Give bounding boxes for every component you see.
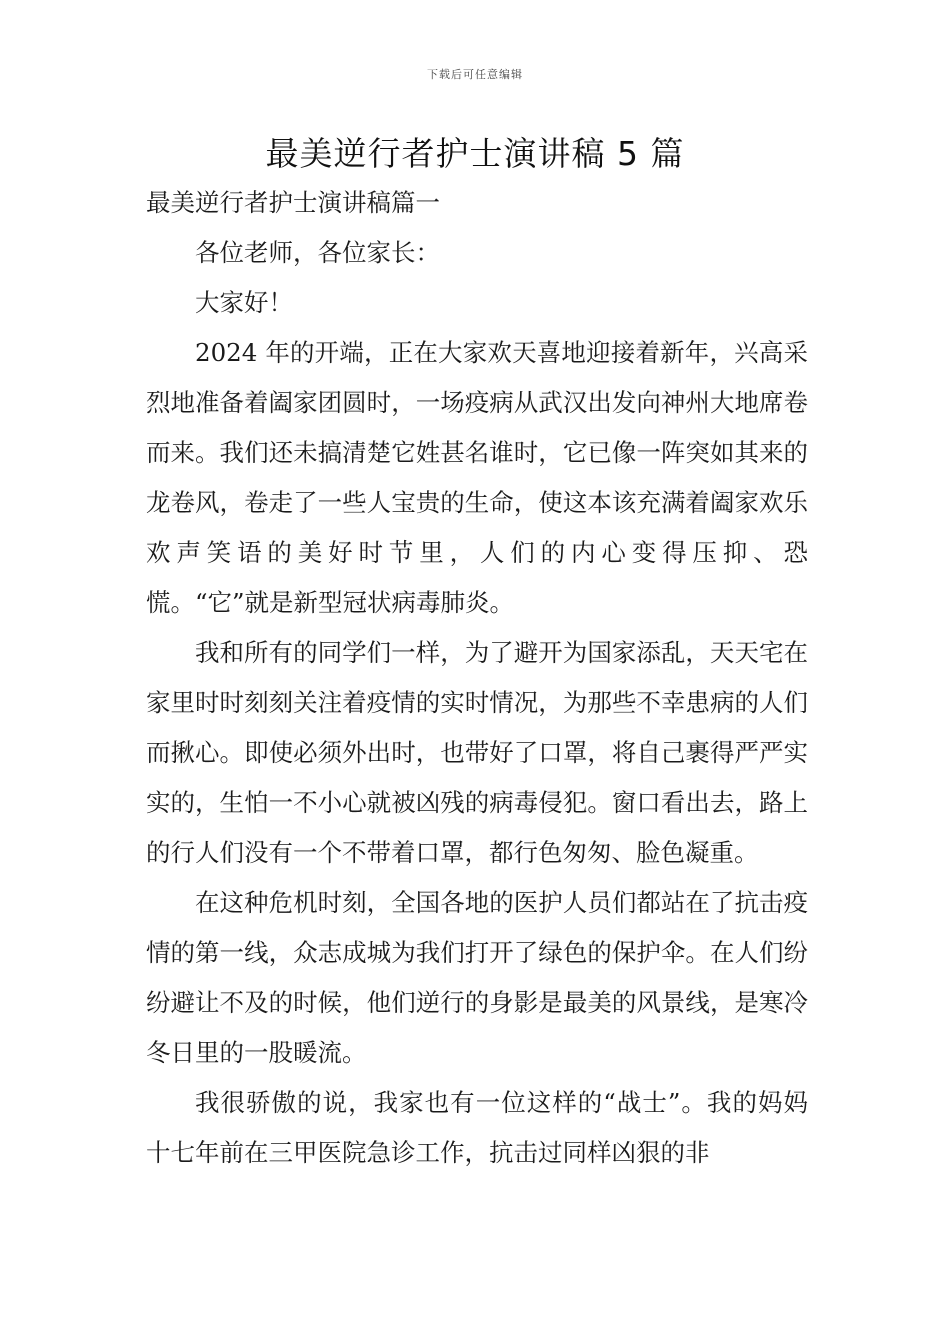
section-heading: 最美逆行者护士演讲稿篇一 [146,188,440,217]
header-note: 下载后可任意编辑 [427,68,523,81]
paragraph: 我和所有的同学们一样，为了避开为国家添乱，天天宅在家里时时刻刻关注着疫情的实时情况，为那些不幸患病的人们而揪心。即使必须外出时，也带好了口罩，将自己裹得严严实实的，生怕一不小心就被凶残的病毒侵犯。窗口看出去，路上的行人们没有一个不带着口罩，都行色匆匆、脸色凝重。 [146,638,808,867]
paragraph: 我很骄傲的说，我家也有一位这样的“战士”。我的妈妈十七年前在三甲医院急诊工作，抗击过同样凶狠的非 [146,1088,808,1167]
paragraph: 2024 年的开端，正在大家欢天喜地迎接着新年，兴高采烈地准备着阖家团圆时，一场疫病从武汉出发向神州大地席卷而来。我们还未搞清楚它姓甚名谁时，它已像一阵突如其来的龙卷风，卷走了一些人宝贵的生命，使这本该充满着阖家欢乐欢声笑语的美好时节里，人们的内心变得压抑、恐慌。“它”就是新型冠状病毒肺炎。 [146,338,808,617]
document-title: 最美逆行者护士演讲稿 5 篇 [265,134,685,173]
paragraph: 在这种危机时刻，全国各地的医护人员们都站在了抗击疫情的第一线，众志成城为我们打开了绿色的保护伞。在人们纷纷避让不及的时候，他们逆行的身影是最美的风景线，是寒冷冬日里的一股暖流。 [146,888,808,1067]
document-body [146,178,808,1178]
paragraph-salutation: 各位老师，各位家长： [195,238,440,267]
paragraph-greeting: 大家好！ [195,288,293,317]
